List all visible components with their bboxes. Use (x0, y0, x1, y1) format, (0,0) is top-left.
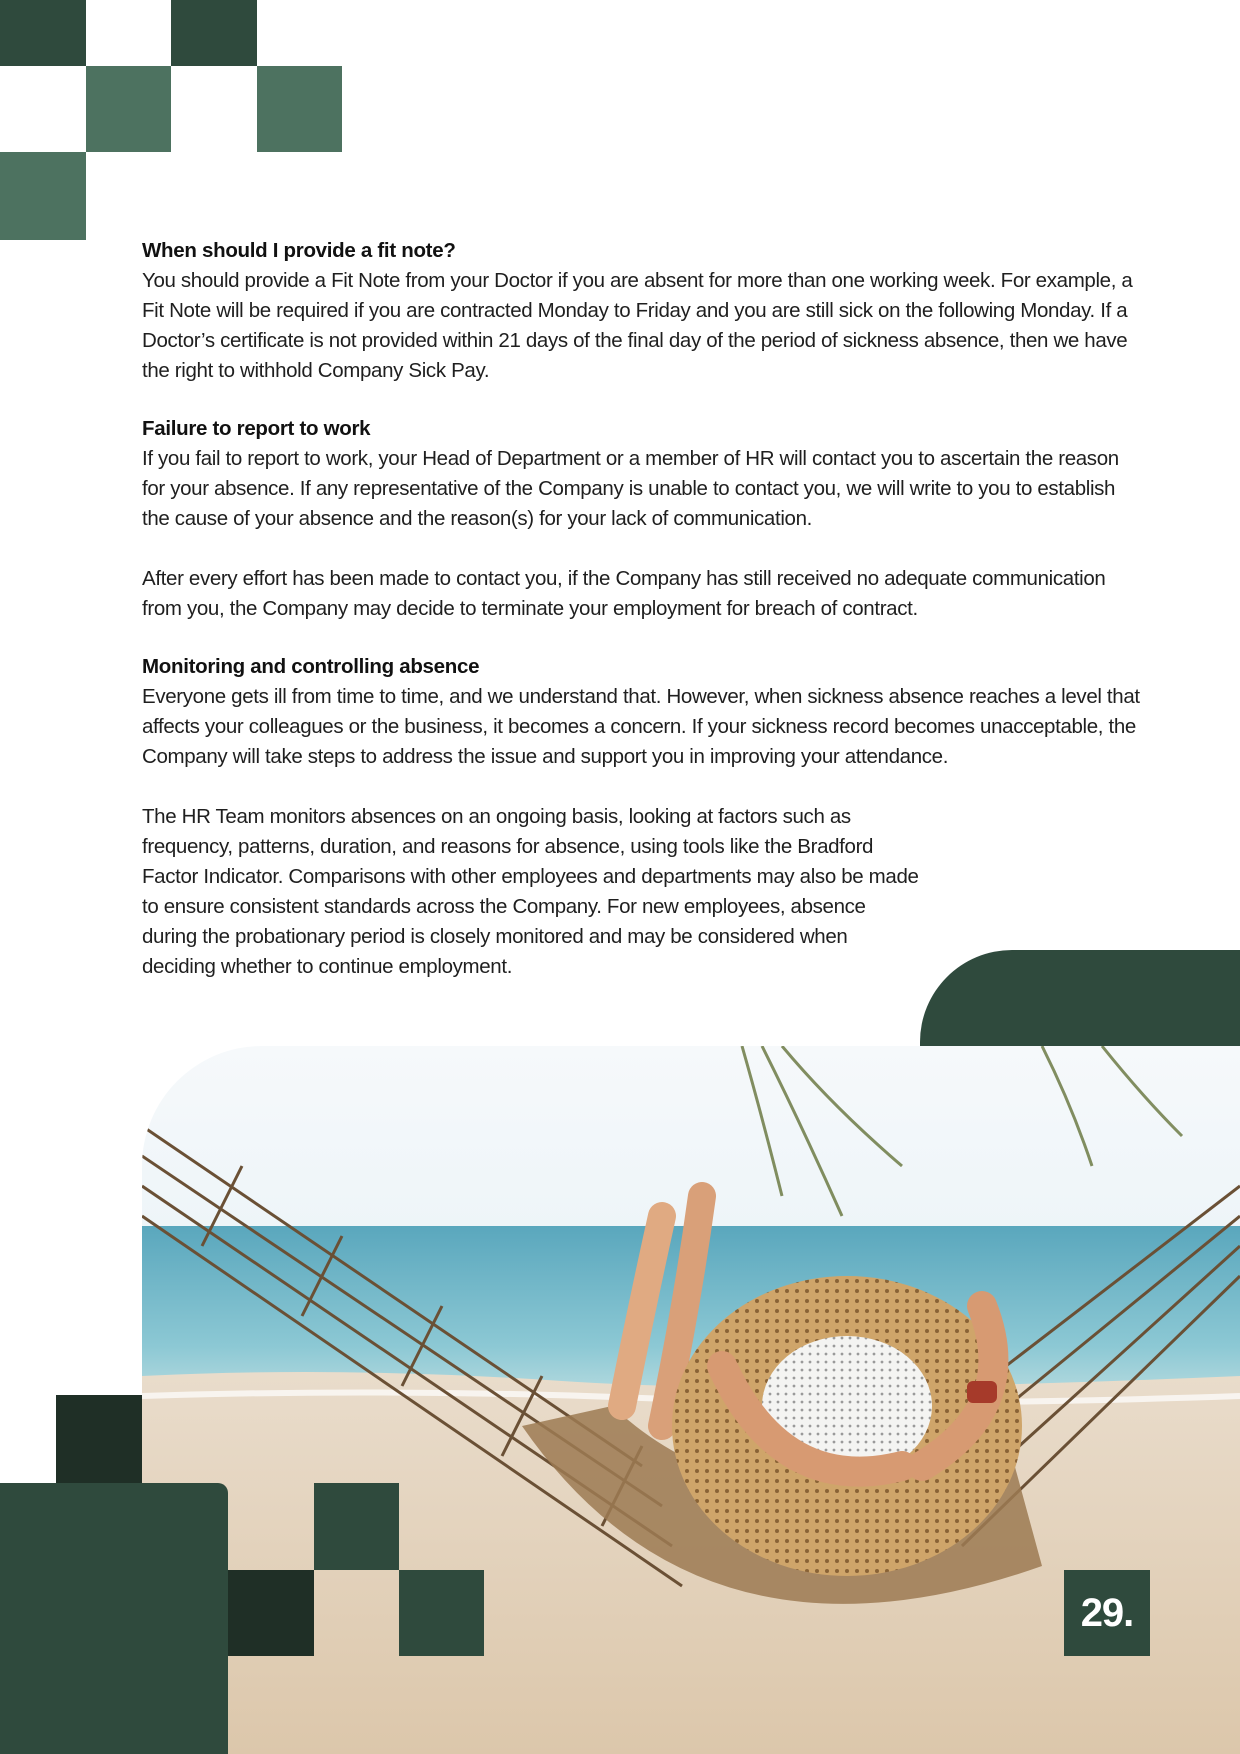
decor-square (257, 66, 342, 152)
decor-square (399, 1570, 484, 1656)
section-paragraph: The HR Team monitors absences on an ongoing basis, looking at factors such as frequency, patterns, duration, and reasons for absence, using tools like the Bradford Factor Indicator. Comparisons with other employees and departments may also be made to ensure consistent standards across the Company. For new employees, absence during the probationary period is closely monitored and may be considered when deciding whether to continue employment. (142, 805, 919, 978)
section-heading: Failure to report to work (142, 417, 371, 440)
main-content (142, 236, 1142, 1010)
section-paragraph: If you fail to report to work, your Head of Department or a member of HR will contact you to ascertain the reason for your absence. If any representative of the Company is unable to contact you, we will write to you to establish the cause of your absence and the reason(s) for your lack of communication. (142, 447, 1119, 530)
decor-square (0, 152, 86, 240)
decor-square (0, 0, 86, 66)
section-monitoring-absence (142, 652, 1142, 982)
section-heading: When should I provide a fit note? (142, 239, 456, 262)
decor-square (56, 1395, 142, 1483)
section-fit-note (142, 236, 1142, 386)
section-paragraph: Everyone gets ill from time to time, and we understand that. However, when sickness absence reaches a level that affects your colleagues or the business, it becomes a concern. If your sickness record becomes unacceptable, the Company will take steps to address the issue and support you in improving your attendance. (142, 685, 1140, 768)
decor-square (314, 1483, 399, 1570)
page-number: 29. (1064, 1570, 1150, 1656)
section-failure-to-report (142, 414, 1142, 624)
decor-square (228, 1570, 314, 1656)
decor-square (86, 66, 171, 152)
decor-rounded-block (0, 1483, 228, 1754)
section-paragraph: After every effort has been made to contact you, if the Company has still received no adequate communication from you, the Company may decide to terminate your employment for breach of contract. (142, 567, 1106, 620)
section-heading: Monitoring and controlling absence (142, 655, 480, 678)
section-paragraph: You should provide a Fit Note from your Doctor if you are absent for more than one working week. For example, a Fit Note will be required if you are contracted Monday to Friday and you are still sick on the following Monday. If a Doctor’s certificate is not provided within 21 days of the final day of the period of sickness absence, then we have the right to withhold Company Sick Pay. (142, 269, 1133, 382)
decor-square (171, 0, 257, 66)
